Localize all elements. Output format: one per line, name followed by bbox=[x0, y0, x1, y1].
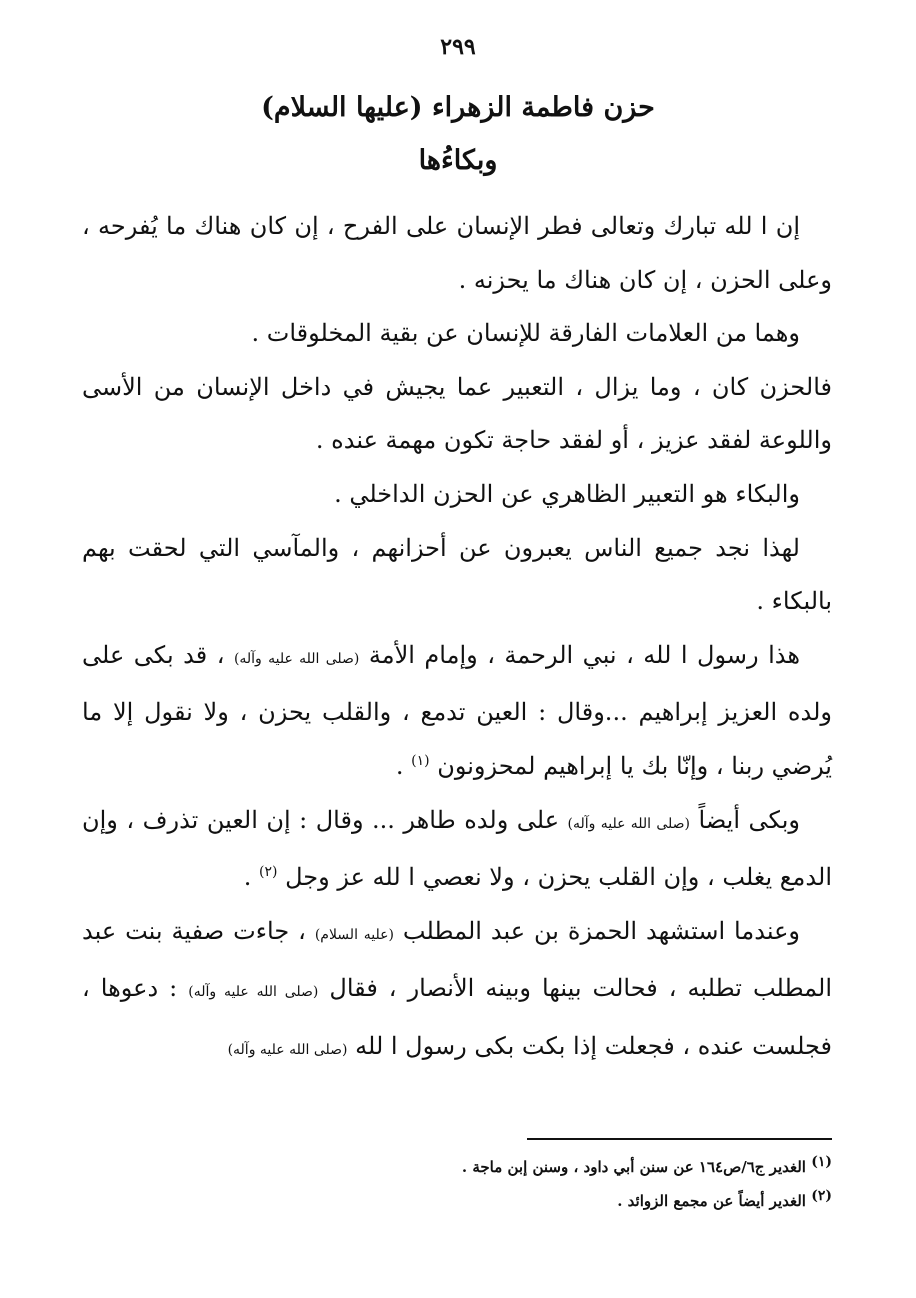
footnote-ref-2: (٢) bbox=[259, 864, 278, 881]
paragraph-8-text-b: ، جاءت صفية بنت عبد المطلب تطلبه ، فحالت بينها وبينه الأنصار ، فقال bbox=[82, 916, 833, 1003]
paragraph-7 bbox=[82, 794, 832, 905]
paragraph-6-text-a: هذا رسول ا لله ، نبي الرحمة ، وإمام الأمة bbox=[368, 640, 800, 669]
paragraph-7-text-b: على ولده طاهر ... وقال : إن العين تذرف ، وإن الدمع يغلب ، وإن القلب يحزن ، ولا نعصي ا لله عز وجل bbox=[82, 805, 832, 892]
body-text bbox=[82, 200, 832, 1078]
paragraph-6-end: . bbox=[395, 751, 412, 780]
footnote-1-text: الغدير ج٦/ص١٦٤ عن سنن أبي داود ، وسنن إبن ماجة . bbox=[461, 1158, 806, 1176]
paragraph-5: لهذا نجد جميع الناس يعبرون عن أحزانهم ، والمآسي التي لحقت بهم بالبكاء . bbox=[82, 533, 832, 616]
honorific: (صلى الله عليه وآله) bbox=[188, 984, 319, 1001]
footnote-1-marker: (١) bbox=[811, 1154, 832, 1170]
honorific: (صلى الله عليه وآله) bbox=[567, 815, 691, 832]
footnote-2-marker: (٢) bbox=[811, 1188, 832, 1204]
footnote-2 bbox=[82, 1184, 832, 1218]
paragraph-7-end: . bbox=[243, 863, 259, 892]
paragraph-8-text-a: وعندما استشهد الحمزة بن عبد المطلب bbox=[402, 916, 800, 945]
honorific: (عليه السلام) bbox=[314, 926, 394, 943]
paragraph-2: وهما من العلامات الفارقة للإنسان عن بقية المخلوقات . bbox=[251, 319, 800, 348]
paragraph-4: والبكاء هو التعبير الظاهري عن الحزن الداخلي . bbox=[334, 479, 800, 508]
footnote-divider bbox=[527, 1138, 832, 1140]
honorific: (صلى الله عليه وآله) bbox=[227, 1041, 348, 1058]
paragraph-7-text-a: وبكى أيضاً bbox=[698, 805, 801, 834]
paragraph-1: إن ا لله تبارك وتعالى فطر الإنسان على الفرح ، إن كان هناك ما يُفرحه ، وعلى الحزن ، إن كان هناك ما يحزنه . bbox=[82, 212, 832, 294]
paragraph-6-text-b: ، قد بكى على ولده العزيز إبراهيم ...وقال : العين تدمع ، والقلب يحزن ، ولا نقول إلا ما يُرضي ربنا ، وإنّا بك يا إبراهيم لمحزونون bbox=[82, 640, 832, 780]
honorific: (صلى الله عليه وآله) bbox=[233, 650, 360, 667]
paragraph-6 bbox=[82, 629, 832, 794]
footnote-ref-1: (١) bbox=[411, 752, 430, 769]
paragraph-3: فالحزن كان ، وما يزال ، التعبير عما يجيش في داخل الإنسان من الأسى واللوعة لفقد عزيز ، أو لفقد حاجة تكون مهمة عنده . bbox=[82, 372, 833, 455]
paragraph-8-text-c: : دعوها ، فجلست عنده ، فجعلت إذا بكت بكى رسول ا لله bbox=[82, 974, 832, 1060]
page-number: ٢٩٩ bbox=[440, 34, 476, 60]
chapter-title-continued: وبكاءُها bbox=[418, 145, 498, 176]
footnotes bbox=[82, 1150, 832, 1218]
paragraph-8 bbox=[82, 905, 832, 1078]
footnote-1 bbox=[82, 1150, 832, 1184]
footnote-2-text: الغدير أيضاً عن مجمع الزوائد . bbox=[617, 1192, 806, 1210]
chapter-title: حزن فاطمة الزهراء (عليها السلام) bbox=[261, 92, 655, 123]
